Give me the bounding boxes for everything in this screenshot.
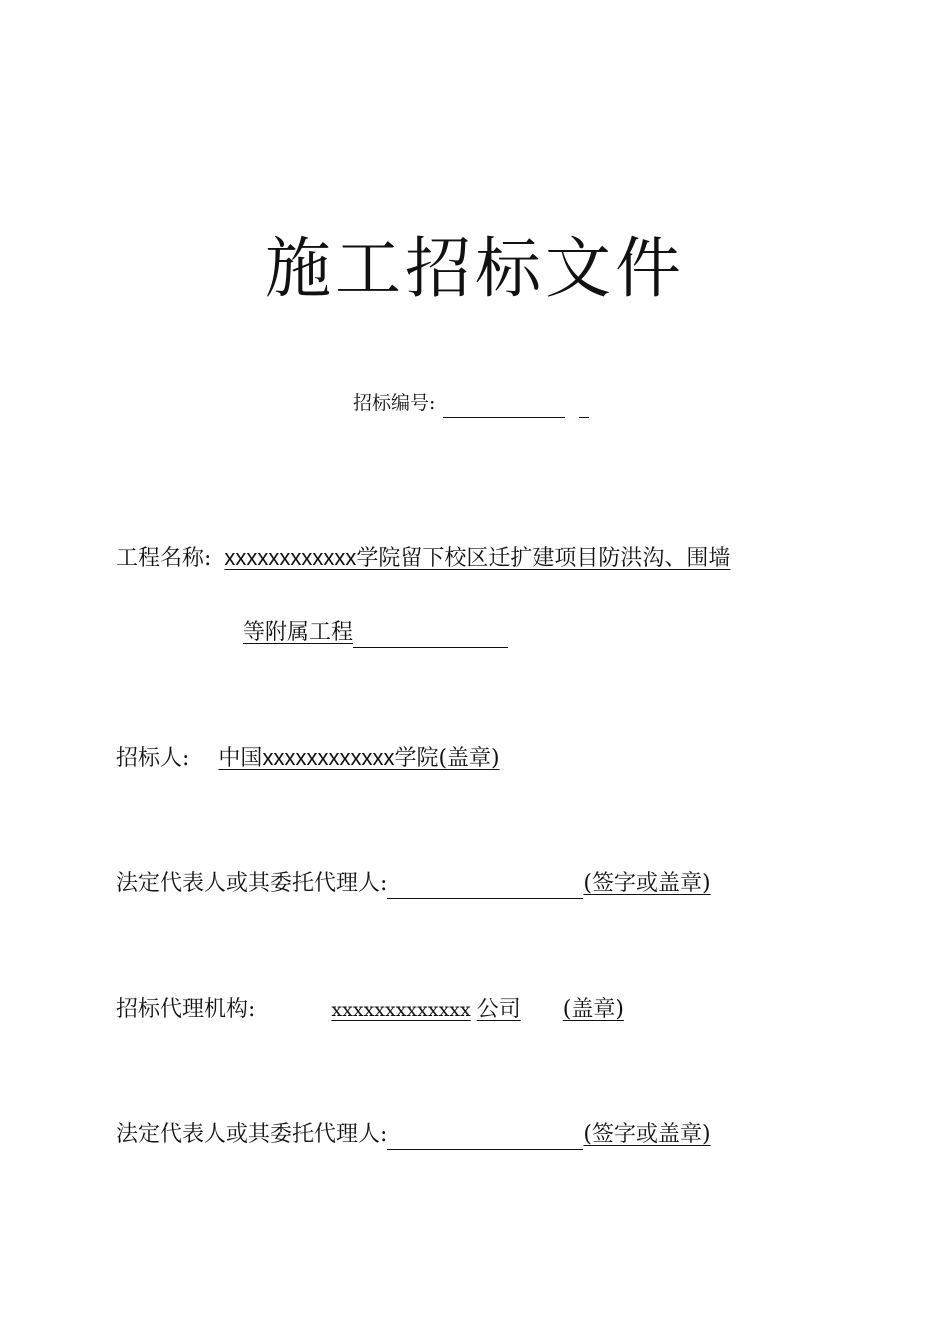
project-name-value bbox=[224, 546, 730, 571]
project-name-line2: 等附属工程 bbox=[243, 620, 354, 645]
legal-rep-note-1: (签字或盖章) bbox=[583, 871, 711, 896]
project-name-row bbox=[116, 543, 730, 574]
legal-rep-label-1: 法定代表人或其委托代理人: bbox=[116, 871, 388, 896]
tenderer-value bbox=[218, 746, 499, 771]
project-name-row-2 bbox=[243, 618, 508, 648]
legal-rep-row-2 bbox=[116, 1120, 711, 1150]
project-name-text: 学院留下校区迁扩建项目防洪沟、围墙 bbox=[356, 546, 731, 571]
agency-note: (盖章) bbox=[562, 997, 624, 1022]
document-title: 施工招标文件 bbox=[265, 230, 685, 307]
tenderer-code: xxxxxxxxxxxx bbox=[262, 745, 395, 770]
agency-value bbox=[255, 997, 624, 1022]
bid-number-row bbox=[353, 388, 589, 418]
project-name-code: xxxxxxxxxxxx bbox=[224, 545, 357, 570]
legal-rep-row-1 bbox=[116, 869, 711, 899]
tenderer-suffix: 学院(盖章) bbox=[394, 746, 500, 771]
project-name-label: 工程名称: bbox=[116, 546, 212, 571]
tenderer-row bbox=[116, 743, 500, 774]
legal-rep-note-2: (签字或盖章) bbox=[583, 1122, 711, 1147]
agency-row bbox=[116, 995, 624, 1025]
bid-number-blank-tail bbox=[579, 395, 589, 418]
bid-number-blank bbox=[443, 395, 565, 418]
project-name-blank bbox=[353, 625, 508, 648]
bid-number-label: 招标编号: bbox=[353, 392, 436, 414]
legal-rep-blank-1 bbox=[387, 876, 583, 899]
tenderer-prefix: 中国 bbox=[218, 746, 263, 771]
tenderer-label: 招标人: bbox=[116, 746, 190, 771]
agency-code: xxxxxxxxxxxxx bbox=[331, 999, 471, 1021]
agency-label: 招标代理机构: bbox=[116, 997, 256, 1022]
legal-rep-label-2: 法定代表人或其委托代理人: bbox=[116, 1122, 388, 1147]
legal-rep-blank-2 bbox=[387, 1127, 583, 1150]
agency-company: 公司 bbox=[476, 997, 521, 1022]
